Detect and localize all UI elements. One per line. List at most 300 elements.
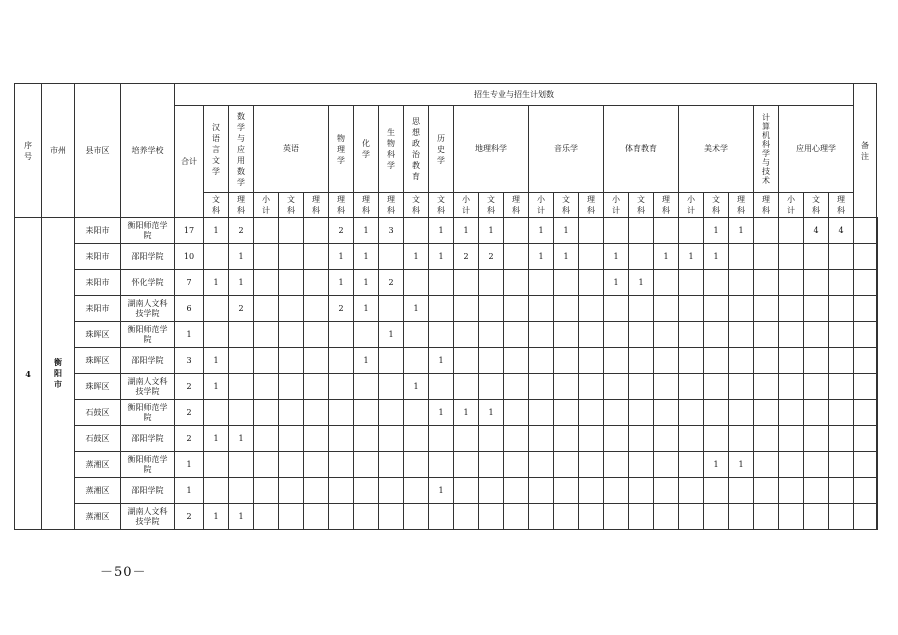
- quota-cell: [554, 374, 579, 400]
- quota-cell: [579, 348, 604, 374]
- quota-cell: [279, 322, 304, 348]
- quota-cell: [379, 244, 404, 270]
- school-cell: 衡阳师范学院: [121, 452, 175, 478]
- quota-cell: [877, 348, 878, 374]
- quota-cell: 1: [354, 218, 379, 244]
- county-cell: 珠晖区: [75, 374, 121, 400]
- quota-cell: [304, 348, 329, 374]
- quota-cell: [679, 270, 704, 296]
- quota-cell: [254, 478, 279, 504]
- quota-cell: [454, 426, 479, 452]
- enrollment-plan-table: [14, 83, 878, 530]
- quota-cell: [604, 348, 629, 374]
- quota-cell: [854, 244, 877, 270]
- quota-cell: 1: [429, 348, 454, 374]
- quota-cell: [379, 348, 404, 374]
- sub-science: 理科: [354, 193, 379, 218]
- quota-cell: [779, 348, 804, 374]
- header-major-biology: 生物科学: [379, 106, 404, 193]
- quota-cell: 1: [204, 270, 229, 296]
- quota-cell: [354, 374, 379, 400]
- quota-cell: [554, 348, 579, 374]
- quota-cell: [254, 374, 279, 400]
- quota-cell: [429, 504, 454, 530]
- header-group: 招生专业与招生计划数: [175, 84, 854, 106]
- quota-cell: [579, 426, 604, 452]
- page-number: －50－: [100, 565, 147, 580]
- quota-cell: [429, 270, 454, 296]
- quota-cell: [604, 322, 629, 348]
- quota-cell: [629, 322, 654, 348]
- sub-science: 理科: [304, 193, 329, 218]
- quota-cell: [829, 400, 854, 426]
- quota-cell: [854, 374, 877, 400]
- sub-arts: 文科: [204, 193, 229, 218]
- quota-cell: [529, 400, 554, 426]
- quota-cell: [304, 374, 329, 400]
- quota-cell: 1: [329, 270, 354, 296]
- quota-cell: 1: [204, 374, 229, 400]
- quota-cell: [877, 218, 878, 244]
- sub-subtotal: 小计: [679, 193, 704, 218]
- header-major-geography: 地理科学: [454, 106, 529, 193]
- school-cell: 湖南人文科技学院: [121, 504, 175, 530]
- quota-cell: [454, 322, 479, 348]
- quota-cell: [254, 452, 279, 478]
- quota-cell: [304, 400, 329, 426]
- quota-cell: 2: [379, 270, 404, 296]
- table-row: [15, 374, 878, 400]
- quota-cell: 1: [429, 400, 454, 426]
- quota-cell: [254, 218, 279, 244]
- quota-cell: [804, 374, 829, 400]
- quota-cell: [679, 348, 704, 374]
- total-cell: 2: [175, 400, 204, 426]
- quota-cell: 2: [454, 244, 479, 270]
- quota-cell: [654, 374, 679, 400]
- quota-cell: [254, 244, 279, 270]
- header-major-politics: 思想政治教育: [404, 106, 429, 193]
- sub-arts: 文科: [554, 193, 579, 218]
- group-seq-cell: 4: [15, 218, 42, 530]
- school-cell: 邵阳学院: [121, 348, 175, 374]
- quota-cell: [329, 348, 354, 374]
- quota-cell: [829, 244, 854, 270]
- quota-cell: [479, 374, 504, 400]
- quota-cell: [729, 426, 754, 452]
- quota-cell: [654, 270, 679, 296]
- quota-cell: [279, 478, 304, 504]
- header-county: 县市区: [75, 84, 121, 218]
- quota-cell: [629, 348, 654, 374]
- quota-cell: [554, 426, 579, 452]
- header-major-psych: 应用心理学: [779, 106, 854, 193]
- quota-cell: [204, 452, 229, 478]
- quota-cell: [554, 478, 579, 504]
- sub-science: 理科: [229, 193, 254, 218]
- quota-cell: 1: [354, 244, 379, 270]
- quota-cell: [504, 400, 529, 426]
- quota-cell: [729, 244, 754, 270]
- quota-cell: [254, 426, 279, 452]
- quota-cell: [754, 322, 779, 348]
- quota-cell: 1: [404, 296, 429, 322]
- header-major-pe: 体育教育: [604, 106, 679, 193]
- quota-cell: [479, 452, 504, 478]
- quota-cell: [729, 504, 754, 530]
- quota-cell: [829, 322, 854, 348]
- quota-cell: [479, 270, 504, 296]
- table-row: [15, 244, 878, 270]
- quota-cell: [579, 296, 604, 322]
- table-row: [15, 322, 878, 348]
- total-cell: 17: [175, 218, 204, 244]
- quota-cell: [229, 478, 254, 504]
- quota-cell: [579, 270, 604, 296]
- school-cell: 衡阳师范学院: [121, 400, 175, 426]
- quota-cell: [504, 244, 529, 270]
- quota-cell: [604, 426, 629, 452]
- quota-cell: [629, 426, 654, 452]
- quota-cell: [354, 400, 379, 426]
- quota-cell: [254, 348, 279, 374]
- quota-cell: 1: [554, 218, 579, 244]
- quota-cell: [579, 400, 604, 426]
- quota-cell: [654, 426, 679, 452]
- quota-cell: [204, 244, 229, 270]
- quota-cell: 1: [354, 270, 379, 296]
- quota-cell: [804, 504, 829, 530]
- table-row: [15, 348, 878, 374]
- quota-cell: [529, 374, 554, 400]
- quota-cell: [254, 504, 279, 530]
- header-major-music: 音乐学: [529, 106, 604, 193]
- sub-science: 理科: [379, 193, 404, 218]
- quota-cell: [679, 374, 704, 400]
- quota-cell: [354, 478, 379, 504]
- quota-cell: [854, 322, 877, 348]
- quota-cell: [279, 348, 304, 374]
- quota-cell: [304, 426, 329, 452]
- quota-cell: [629, 374, 654, 400]
- quota-cell: 1: [204, 504, 229, 530]
- quota-cell: [679, 426, 704, 452]
- sub-arts: 文科: [429, 193, 454, 218]
- quota-cell: [877, 296, 878, 322]
- quota-cell: [379, 374, 404, 400]
- quota-cell: [654, 348, 679, 374]
- quota-cell: [354, 426, 379, 452]
- quota-cell: 1: [404, 244, 429, 270]
- quota-cell: [629, 504, 654, 530]
- quota-cell: 1: [204, 426, 229, 452]
- quota-cell: [354, 322, 379, 348]
- quota-cell: [454, 478, 479, 504]
- quota-cell: [504, 478, 529, 504]
- sub-arts: 文科: [804, 193, 829, 218]
- quota-cell: [704, 426, 729, 452]
- quota-cell: [877, 270, 878, 296]
- quota-cell: 1: [329, 244, 354, 270]
- quota-cell: [404, 504, 429, 530]
- quota-cell: 1: [454, 218, 479, 244]
- quota-cell: [554, 270, 579, 296]
- county-cell: 蒸湘区: [75, 478, 121, 504]
- sub-science: 理科: [579, 193, 604, 218]
- quota-cell: [779, 296, 804, 322]
- sub-arts: 文科: [404, 193, 429, 218]
- quota-cell: [829, 374, 854, 400]
- quota-cell: [679, 218, 704, 244]
- quota-cell: [654, 400, 679, 426]
- quota-cell: [654, 218, 679, 244]
- quota-cell: 1: [479, 218, 504, 244]
- quota-cell: [629, 244, 654, 270]
- quota-cell: [579, 478, 604, 504]
- quota-cell: [204, 296, 229, 322]
- header-seq: 序号: [15, 84, 42, 218]
- quota-cell: [679, 478, 704, 504]
- quota-cell: [229, 452, 254, 478]
- quota-cell: [679, 296, 704, 322]
- quota-cell: [704, 478, 729, 504]
- quota-cell: [854, 478, 877, 504]
- quota-cell: [304, 322, 329, 348]
- quota-cell: [454, 504, 479, 530]
- quota-cell: [379, 504, 404, 530]
- total-cell: 7: [175, 270, 204, 296]
- county-cell: 珠晖区: [75, 322, 121, 348]
- quota-cell: [654, 452, 679, 478]
- quota-cell: [854, 426, 877, 452]
- total-cell: 1: [175, 452, 204, 478]
- total-cell: 1: [175, 322, 204, 348]
- quota-cell: 2: [329, 218, 354, 244]
- quota-cell: [729, 322, 754, 348]
- quota-cell: [754, 426, 779, 452]
- quota-cell: [729, 270, 754, 296]
- quota-cell: [279, 374, 304, 400]
- quota-cell: [604, 400, 629, 426]
- quota-cell: [877, 504, 878, 530]
- quota-cell: [704, 322, 729, 348]
- sub-subtotal: 小计: [604, 193, 629, 218]
- quota-cell: [504, 270, 529, 296]
- header-school: 培养学校: [121, 84, 175, 218]
- group-city-cell: 衡阳市: [42, 218, 75, 530]
- quota-cell: [329, 452, 354, 478]
- quota-cell: [654, 322, 679, 348]
- quota-cell: [754, 348, 779, 374]
- quota-cell: [604, 452, 629, 478]
- quota-cell: 1: [729, 452, 754, 478]
- quota-cell: [404, 452, 429, 478]
- quota-cell: [754, 504, 779, 530]
- quota-cell: [329, 426, 354, 452]
- quota-cell: [679, 322, 704, 348]
- quota-cell: [854, 218, 877, 244]
- quota-cell: [504, 374, 529, 400]
- quota-cell: [704, 348, 729, 374]
- sub-subtotal: 小计: [529, 193, 554, 218]
- county-cell: 耒阳市: [75, 218, 121, 244]
- quota-cell: [654, 504, 679, 530]
- quota-cell: [279, 400, 304, 426]
- quota-cell: [279, 426, 304, 452]
- quota-cell: [304, 244, 329, 270]
- quota-cell: 1: [429, 478, 454, 504]
- quota-cell: [804, 322, 829, 348]
- quota-cell: [829, 296, 854, 322]
- quota-cell: [254, 270, 279, 296]
- quota-cell: [279, 244, 304, 270]
- county-cell: 石鼓区: [75, 400, 121, 426]
- header-remark: 备注: [854, 84, 877, 218]
- sub-science: 理科: [829, 193, 854, 218]
- quota-cell: 1: [354, 296, 379, 322]
- total-cell: 1: [175, 478, 204, 504]
- quota-cell: 1: [554, 244, 579, 270]
- quota-cell: [304, 504, 329, 530]
- quota-cell: [554, 322, 579, 348]
- quota-cell: [854, 348, 877, 374]
- quota-cell: [629, 478, 654, 504]
- sub-arts: 文科: [704, 193, 729, 218]
- quota-cell: [754, 478, 779, 504]
- quota-cell: [754, 270, 779, 296]
- quota-cell: [779, 218, 804, 244]
- quota-cell: [779, 452, 804, 478]
- quota-cell: [329, 478, 354, 504]
- quota-cell: [379, 478, 404, 504]
- quota-cell: [454, 374, 479, 400]
- quota-cell: 1: [229, 426, 254, 452]
- quota-cell: [404, 348, 429, 374]
- quota-cell: [854, 270, 877, 296]
- quota-cell: 1: [229, 504, 254, 530]
- quota-cell: [379, 296, 404, 322]
- quota-cell: [729, 478, 754, 504]
- quota-cell: [404, 478, 429, 504]
- table-row: [15, 504, 878, 530]
- total-cell: 2: [175, 504, 204, 530]
- quota-cell: [479, 426, 504, 452]
- quota-cell: 1: [679, 244, 704, 270]
- quota-cell: 1: [429, 218, 454, 244]
- quota-cell: 1: [704, 452, 729, 478]
- total-cell: 6: [175, 296, 204, 322]
- quota-cell: [504, 426, 529, 452]
- quota-cell: [829, 452, 854, 478]
- quota-cell: 1: [204, 218, 229, 244]
- header-row-1: [15, 84, 878, 106]
- quota-cell: [429, 426, 454, 452]
- quota-cell: 1: [604, 244, 629, 270]
- quota-cell: [804, 270, 829, 296]
- quota-cell: [754, 296, 779, 322]
- sub-subtotal: 小计: [254, 193, 279, 218]
- quota-cell: [529, 322, 554, 348]
- school-cell: 湖南人文科技学院: [121, 374, 175, 400]
- quota-cell: [579, 452, 604, 478]
- quota-cell: 1: [529, 244, 554, 270]
- county-cell: 耒阳市: [75, 296, 121, 322]
- quota-cell: [504, 218, 529, 244]
- header-major-chemistry: 化学: [354, 106, 379, 193]
- quota-cell: [529, 478, 554, 504]
- quota-cell: 1: [629, 270, 654, 296]
- sub-arts: 文科: [279, 193, 304, 218]
- quota-cell: 1: [229, 244, 254, 270]
- header-major-cs: 计算机科学与技术: [754, 106, 779, 193]
- quota-cell: [529, 270, 554, 296]
- table-row: [15, 218, 878, 244]
- school-cell: 湖南人文科技学院: [121, 296, 175, 322]
- quota-cell: [854, 504, 877, 530]
- quota-cell: [729, 400, 754, 426]
- quota-cell: [504, 322, 529, 348]
- quota-cell: [504, 348, 529, 374]
- quota-cell: 1: [729, 218, 754, 244]
- quota-cell: [529, 452, 554, 478]
- quota-cell: 1: [354, 348, 379, 374]
- quota-cell: [854, 296, 877, 322]
- quota-cell: [754, 374, 779, 400]
- quota-cell: [504, 452, 529, 478]
- quota-cell: [654, 296, 679, 322]
- quota-cell: [877, 244, 878, 270]
- quota-cell: [679, 400, 704, 426]
- quota-cell: [529, 296, 554, 322]
- quota-cell: [804, 348, 829, 374]
- quota-cell: 1: [654, 244, 679, 270]
- quota-cell: [404, 218, 429, 244]
- quota-cell: [804, 296, 829, 322]
- quota-cell: [704, 296, 729, 322]
- quota-cell: [679, 504, 704, 530]
- quota-cell: 4: [804, 218, 829, 244]
- quota-cell: [429, 452, 454, 478]
- quota-cell: [779, 426, 804, 452]
- total-cell: 10: [175, 244, 204, 270]
- quota-cell: [479, 322, 504, 348]
- sub-science: 理科: [504, 193, 529, 218]
- quota-cell: [529, 504, 554, 530]
- quota-cell: [304, 452, 329, 478]
- header-major-chinese: 汉语言文学: [204, 106, 229, 193]
- table-row: [15, 270, 878, 296]
- school-cell: 邵阳学院: [121, 244, 175, 270]
- total-cell: 3: [175, 348, 204, 374]
- quota-cell: [479, 478, 504, 504]
- quota-cell: 1: [529, 218, 554, 244]
- quota-cell: [779, 244, 804, 270]
- table-row: [15, 478, 878, 504]
- quota-cell: [877, 452, 878, 478]
- quota-cell: [804, 244, 829, 270]
- quota-cell: [604, 374, 629, 400]
- sub-subtotal: 小计: [779, 193, 804, 218]
- quota-cell: [579, 218, 604, 244]
- quota-cell: 1: [429, 244, 454, 270]
- school-cell: 邵阳学院: [121, 426, 175, 452]
- quota-cell: [429, 322, 454, 348]
- header-major-english: 英语: [254, 106, 329, 193]
- quota-cell: [679, 452, 704, 478]
- quota-cell: [704, 270, 729, 296]
- table-row: [15, 400, 878, 426]
- quota-cell: [329, 374, 354, 400]
